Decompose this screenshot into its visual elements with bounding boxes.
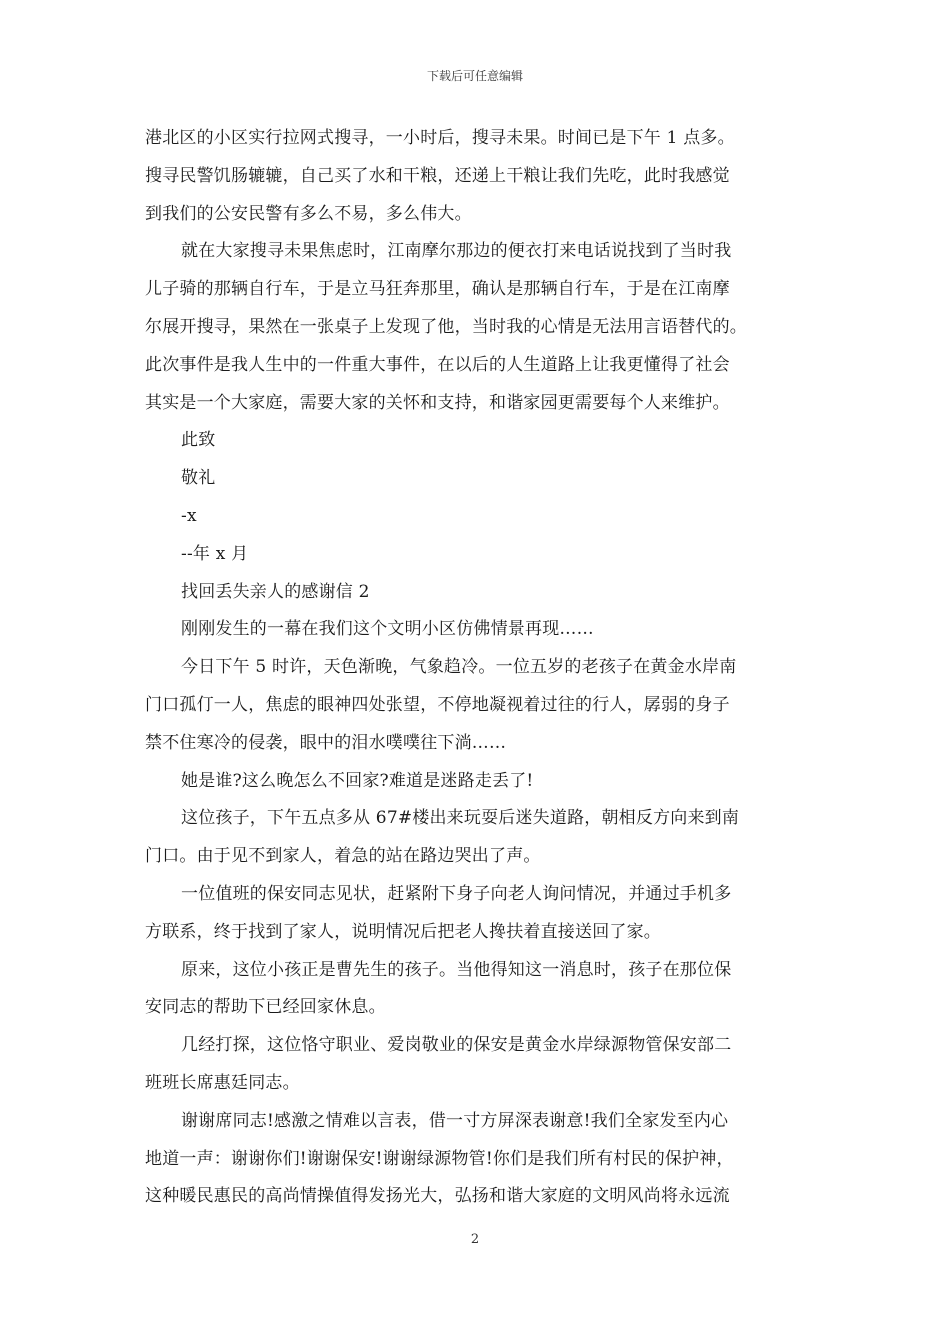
text-line: 今日下午 5 时许，天色渐晚，气象趋冷。一位五岁的老孩子在黄金水岸南	[181, 657, 737, 678]
text-line: 安同志的帮助下已经回家休息。	[145, 997, 386, 1018]
text-line: --年 x 月	[181, 543, 249, 564]
text-line: 其实是一个大家庭，需要大家的关怀和支持，和谐家园更需要每个人来维护。	[145, 392, 730, 413]
text-line: 几经打探，这位恪守职业、爱岗敬业的保安是黄金水岸绿源物管保安部二	[181, 1035, 732, 1056]
text-line: 谢谢席同志!感激之情难以言表，借一寸方屏深表谢意!我们全家发至内心	[181, 1110, 729, 1131]
text-line: 这位孩子，下午五点多从 67#楼出来玩耍后迷失道路，朝相反方向来到南	[181, 808, 740, 829]
text-line: 此致	[181, 430, 216, 451]
text-line: 刚刚发生的一幕在我们这个文明小区仿佛情景再现……	[181, 619, 594, 640]
text-line: 她是谁?这么晚怎么不回家?难道是迷路走丢了!	[181, 770, 534, 791]
text-line: 这种暖民惠民的高尚情操值得发扬光大，弘扬和谐大家庭的文明风尚将永远流	[145, 1186, 730, 1207]
text-line: 门口孤仃一人，焦虑的眼神四处张望，不停地凝视着过往的行人，孱弱的身子	[145, 694, 730, 715]
text-line: 找回丢失亲人的感谢信 2	[181, 581, 370, 602]
text-line: 班班长席惠廷同志。	[145, 1072, 300, 1093]
text-line: 就在大家搜寻未果焦虑时，江南摩尔那边的便衣打来电话说找到了当时我	[181, 241, 732, 262]
text-line: 方联系，终于找到了家人，说明情况后把老人搀扶着直接送回了家。	[145, 921, 661, 942]
text-line: 地道一声：谢谢你们!谢谢保安!谢谢绿源物管!你们是我们所有村民的保护神，	[145, 1148, 734, 1169]
text-line: 一位值班的保安同志见状，赶紧附下身子向老人询问情况，并通过手机多	[181, 883, 732, 904]
text-line: 禁不住寒冷的侵袭，眼中的泪水噗噗往下淌……	[145, 732, 507, 753]
text-line: 此次事件是我人生中的一件重大事件，在以后的人生道路上让我更懂得了社会	[145, 354, 730, 375]
text-line: 尔展开搜寻，果然在一张桌子上发现了他，当时我的心情是无法用言语替代的。	[145, 316, 747, 337]
page-header: 下载后可任意编辑	[426, 69, 523, 83]
page-number: 2	[470, 1232, 480, 1247]
text-line: 搜寻民警饥肠辘辘，自己买了水和干粮，还递上干粮让我们先吃，此时我感觉	[145, 165, 730, 186]
document-body	[145, 120, 825, 1216]
text-line: 敬礼	[181, 468, 216, 489]
text-line: 儿子骑的那辆自行车，于是立马狂奔那里，确认是那辆自行车，于是在江南摩	[145, 279, 730, 300]
text-line: 原来，这位小孩正是曹先生的孩子。当他得知这一消息时，孩子在那位保	[181, 959, 732, 980]
text-line: -x	[181, 505, 197, 526]
text-line: 港北区的小区实行拉网式搜寻，一小时后，搜寻未果。时间已是下午 1 点多。	[145, 128, 735, 148]
text-line: 门口。由于见不到家人，着急的站在路边哭出了声。	[145, 846, 541, 867]
text-line: 到我们的公安民警有多么不易，多么伟大。	[145, 203, 472, 224]
